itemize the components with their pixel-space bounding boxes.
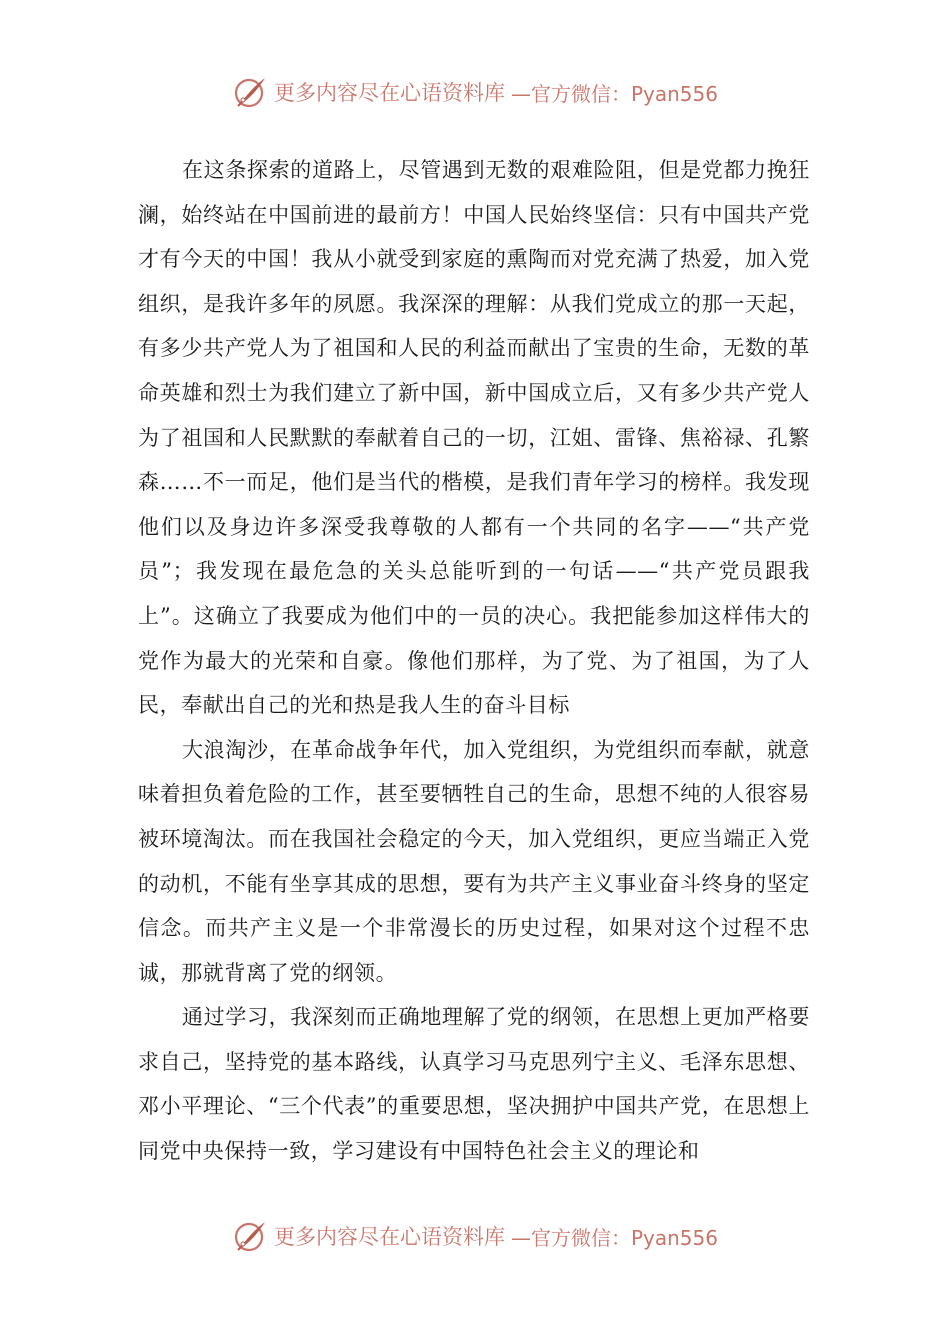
quill-pen-logo-icon xyxy=(232,74,268,110)
watermark-site-text: 更多内容尽在心语资料库 xyxy=(273,1225,505,1249)
document-body xyxy=(138,148,810,1174)
header-watermark xyxy=(0,70,950,114)
paragraph: 大浪淘沙，在革命战争年代，加入党组织，为党组织而奉献，就意味着担负着危险的工作，甚至要牺牲自己的生命，思想不纯的人很容易被环境淘汰。而在我国社会稳定的今天，加入党组织，更应当端正入党的动机，不能有坐享其成的思想，要有为共产主义事业奋斗终身的坚定信念。而共产主义是一个非常漫长的历史过程，如果对这个过程不忠诚，那就背离了党的纲领。 xyxy=(138,737,810,985)
watermark-site-text: 更多内容尽在心语资料库 xyxy=(273,81,505,105)
footer-watermark xyxy=(0,1214,950,1258)
paragraph: 在这条探索的道路上，尽管遇到无数的艰难险阻，但是党都力挽狂澜，始终站在中国前进的最前方！中国人民始终坚信：只有中国共产党才有今天的中国！我从小就受到家庭的熏陶而对党充满了热爱，加入党组织，是我许多年的夙愿。我深深的理解：从我们党成立的那一天起，有多少共产党人为了祖国和人民的利益而献出了宝贵的生命，无数的革命英雄和烈士为我们建立了新中国，新中国成立后，又有多少共产党人为了祖国和人民默默的奉献着自己的一切，江姐、雷锋、焦裕禄、孔繁森……不一而足，他们是当代的楷模，是我们青年学习的榜样。我发现他们以及身边许多深受我尊敬的人都有一个共同的名字——“共产党员”；我发现在最危急的关头总能听到的一句话——“共产党员跟我上”。这确立了我要成为他们中的一员的决心。我把能参加这样伟大的党作为最大的光荣和自豪。像他们那样，为了党、为了祖国，为了人民，奉献出自己的光和热是我人生的奋斗目标 xyxy=(138,158,810,718)
paragraph: 通过学习，我深刻而正确地理解了党的纲领，在思想上更加严格要求自己，坚持党的基本路线，认真学习马克思列宁主义、毛泽东思想、邓小平理论、“三个代表”的重要思想，坚决拥护中国共产党，在思想上同党中央保持一致，学习建设有中国特色社会主义的理论和 xyxy=(138,1005,810,1164)
quill-pen-logo-icon xyxy=(232,1218,268,1254)
watermark-wechat-text: —官方微信：Pyan556 xyxy=(510,1225,718,1250)
watermark-wechat-text: —官方微信：Pyan556 xyxy=(510,81,718,106)
